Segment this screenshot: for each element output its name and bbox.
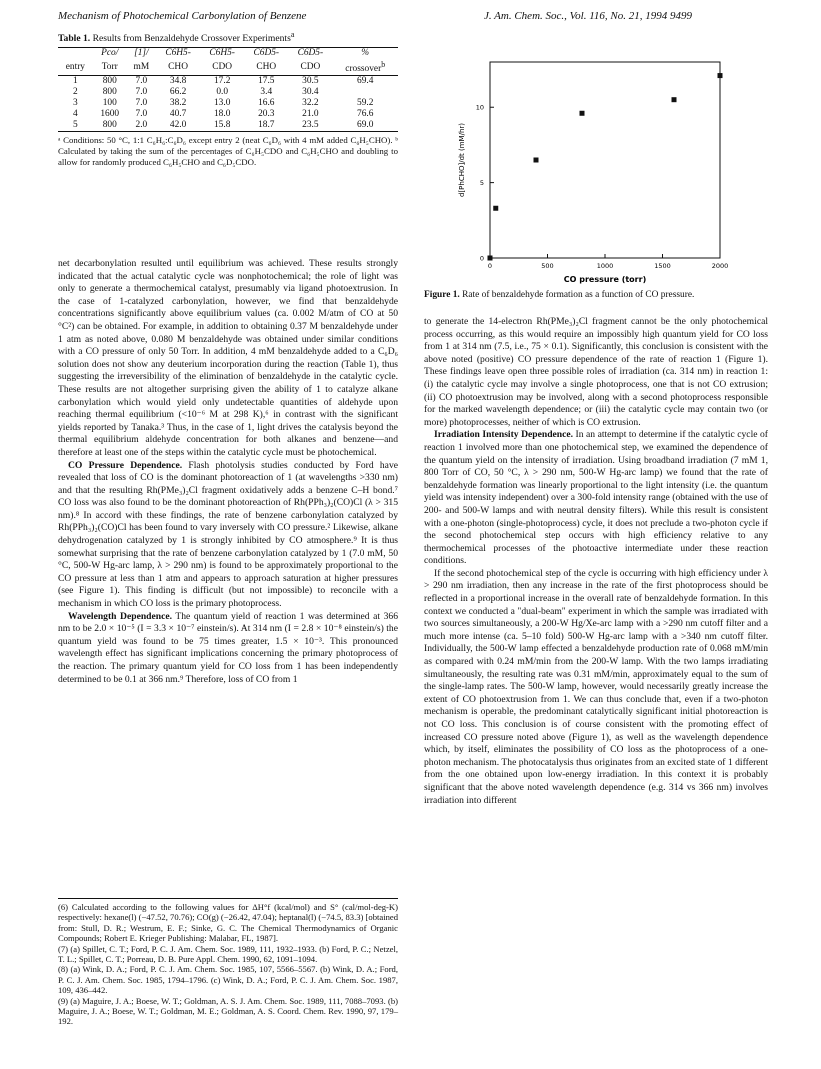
body-right-column	[424, 316, 768, 807]
paragraph	[58, 258, 398, 460]
table-label: Table 1.	[58, 33, 91, 45]
data-point	[493, 206, 498, 211]
table-header-cell: C6D5-	[297, 48, 324, 59]
paragraph-text: If the second photochemical step of the cycle is occurring with high efficiency under λ > 290 nm irradiation, then any increase in the rate of the first photoprocess should be reflected in a proportional increase in the overall rate of benzaldehyde formation. In this context we conducted a "dual-beam" experiment in which the sample was irradiated with two sources simultaneously, a 200-W Hg/Xe-arc lamp with a >290 nm cutoff filter and a much more intense (ca. 5–10 fold) 500-W Hg-arc lamp with a >340 nm cutoff filter. Individually, the 500-W lamp effected a benzaldehyde production rate of 0.068 mM/min as compared with 0.24 mM/min from the 200-W lamp. With the two lamps irradiating simultaneously, the resulting rate was 0.31 mM/min, approximately equal to the sum of the single-lamp rates. The 500-W lamp, however, would necessarily greatly increase the extent of CO photoextrusion from 1. We can thus conclude that, even if a two-photon mechanism is operable, the predominant catalytically significant initial photoreaction is not CO loss. This conclusion is of course consistent with the promoting effect of increased CO pressure noted above (Figure 1), as well as the wavelength dependence which, by itself, eliminates the possibility of CO loss as the photoprocess of a one-photon mechanism. The photocatalysis thus originates from an excited state of 1 different from the one obtained upon low-energy irradiation. In this context it is probably significant that the above noted wavelength dependence (e.g. 314 vs 366 nm) involves irradiation into different	[424, 567, 768, 806]
x-tick-label: 0	[487, 262, 493, 270]
table-header-text: crossover	[345, 64, 382, 75]
table-row	[58, 109, 398, 120]
table-cell: 21.0	[302, 109, 319, 120]
x-axis-label: CO pressure (torr)	[563, 275, 647, 284]
table-cell: 800	[102, 87, 117, 98]
table-cell: 1	[73, 76, 78, 87]
table-header-cell	[127, 59, 156, 76]
table-cell: 7.0	[135, 76, 148, 87]
figure-caption-label: Figure 1.	[424, 290, 460, 300]
references	[58, 898, 398, 1027]
table-cell: 17.5	[258, 76, 275, 87]
table-cell: 0.0	[216, 87, 229, 98]
data-point	[534, 158, 539, 163]
table-cell: 17.2	[213, 76, 231, 87]
table-cell: 3	[73, 98, 78, 109]
reference-item: (9) (a) Maguire, J. A.; Boese, W. T.; Goldman, A. S. J. Am. Chem. Soc. 1989, 111, 7088–7093. (b) Maguire, J. A.; Boese, W. T.; Goldman, M. E.; Goldman, A. S. Coord. Chem. Rev. 1990, 97, 179–192.	[58, 995, 398, 1027]
table-header-text: CHO	[168, 61, 188, 72]
table-cell: 40.7	[169, 109, 187, 120]
running-header-left: Mechanism of Photochemical Carbonylation of Benzene	[58, 10, 307, 22]
table-cell: 30.4	[302, 87, 319, 98]
figure-1	[424, 30, 774, 315]
paragraph	[58, 460, 398, 611]
reference-item: (7) (a) Spillet, C. T.; Ford, P. C. J. Am. Chem. Soc. 1989, 111, 1932–1933. (b) Ford, P. C.; Netzel, T. L.; Spillet, C. T.; Porreau, D. B. Pure Appl. Chem. 1990, 62, 1091–1094.	[58, 943, 398, 965]
paragraph-text: In an attempt to determine if the catalytic cycle of reaction 1 involved more than one photochemical step, we examined the dependence of the quantum yield on the intensity of irradiation. Using broadband irradiation (7 mM 1, 800 Torr of CO, 50 °C, λ > 290 nm, 500-W Hg-arc lamp) we found that the rate of benzaldehyde formation was linearly proportional to the light intensity (i.e. the quantum yield was intensity independent) over a 300-fold intensity range (obtained with the use of 200- and 500-W lamps and with neutral density filters). While this result is consistent with a one-photon (single-photoprocess) cycle, it does not preclude a two-photon cycle if the second photochemical step occurs with high efficiency relative to any thermochemical processes of the photoactive intermediate under these reaction conditions.	[424, 429, 768, 567]
paragraph-text: The quantum yield of reaction 1 was determined at 366 nm to be 2.0 × 10⁻⁵ (I = 3.3 × 10⁻⁷ einstein/s). At 314 nm (I = 2.8 × 10⁻⁸ einstein/s) the quantum yield was found to be 75 times greater, 1.5 × 10⁻³. This pronounced wavelength effect has significant implications concerning the primary photoprocess of the reaction. The primary quantum yield for CO loss from 1 has been independently determined to be 0.1 at 366 nm.⁹ Therefore, loss of CO from 1	[58, 610, 398, 685]
table-header-text: entry	[65, 61, 85, 72]
paragraph-text: Flash photolysis studies conducted by Ford have revealed that loss of CO is the dominant photoreaction of 1 (at wavelengths >330 nm) and that the resulting Rh(PMe₃)₂Cl fragment oxidatively adds a benzene C–H bond.⁷ CO loss was also found to be the dominant photoreaction of Rh(PPh₃)₂(CO)Cl (λ > 315 nm).⁸ In accord with these findings, the rate of benzene carbonylation catalyzed by Rh(PPh₃)₂(CO)Cl has been found to vary inversely with CO pressure.² Likewise, alkane dehydrogenation catalyzed by 1 is strongly inhibited by CO atmosphere.⁹ It is thus somewhat surprising that the rate of benzene carbonylation catalyzed by 1 (7.0 mM, 50 °C, 500-W Hg-arc lamp, λ > 290 nm) is found to be approximately proportional to the CO pressure at less than 1 atm and appears to approach saturation at higher pressures (see Figure 1). This finding is difficult (but not impossible) to reconcile with a mechanism in which CO loss is the primary photoprocess.	[58, 459, 398, 610]
data-point	[580, 111, 585, 116]
crossover-table	[58, 47, 398, 132]
table-cell: 42.0	[169, 120, 187, 131]
paragraph	[424, 429, 768, 568]
table-header-cell	[200, 59, 244, 76]
table-cell: 1600	[100, 109, 120, 120]
table-cell: 32.2	[302, 98, 319, 109]
table-cell: 18.7	[258, 120, 275, 131]
table-title-text: Results from Benzaldehyde Crossover Experiments	[92, 33, 291, 45]
table-header-cell	[244, 59, 288, 76]
table-title-sup: a	[290, 30, 295, 39]
table-cell: 69.4	[357, 76, 374, 87]
y-tick-label: 5	[479, 179, 484, 188]
table-cell: 15.8	[213, 120, 231, 131]
table-row	[58, 120, 398, 132]
data-point	[488, 256, 493, 261]
table-cell: 4	[73, 109, 78, 120]
table-cell: 34.8	[169, 76, 187, 87]
scatter-chart	[424, 30, 774, 285]
data-point	[718, 73, 723, 78]
table-header-text: CDO	[300, 61, 321, 72]
x-tick-label: 1000	[596, 262, 614, 270]
y-axis-label: d[PhCHO]/dt (mM/hr)	[458, 123, 466, 197]
table-cell: 38.2	[169, 98, 187, 109]
table-header-cell	[332, 59, 398, 76]
table-title	[58, 30, 398, 44]
table-header-cell	[156, 59, 200, 76]
paragraph	[424, 316, 768, 429]
section-lead: Wavelength Dependence.	[68, 610, 173, 622]
paragraph	[58, 611, 398, 687]
table-header-cell: [1]/	[134, 48, 149, 59]
table-header-cell: %	[361, 48, 370, 59]
table-1	[58, 30, 398, 168]
figure-caption-text: Rate of benzaldehyde formation as a function of CO pressure.	[462, 290, 695, 300]
table-row	[58, 76, 398, 88]
x-tick-label: 2000	[711, 262, 729, 270]
table-header-cell	[288, 59, 332, 76]
table-row	[58, 98, 398, 109]
table-cell: 7.0	[135, 87, 148, 98]
table-cell: 5	[73, 120, 78, 131]
table-header-sup: b	[381, 60, 386, 70]
y-tick-label: 10	[475, 103, 484, 112]
table-cell: 100	[102, 98, 117, 109]
table-cell: 16.6	[258, 98, 275, 109]
table-cell: 2	[73, 87, 78, 98]
paragraph-text: to generate the 14-electron Rh(PMe₃)₂Cl fragment cannot be the only photochemical process occurring, as this would require an impossibly high quantum yield for CO loss from 1 at 314 nm (7.5, i.e., 75 × 0.1). Significantly, this conclusion is consistent with the above noted (positive) CO pressure dependence of the rate of reaction 1 (Figure 1). These findings leave open three possible roles of irradiation (ca. 314 nm) in reaction 1: (i) the catalytic cycle may involve a single photoprocess, one that is not CO extrusion; (ii) CO photoextrusion may be involved, along with a second photoprocess responsible for the marked wavelength dependence; or (iii) the catalytic cycle may contain two (or more) photoprocesses, neither of which is CO extrusion.	[424, 316, 768, 428]
data-point	[672, 97, 677, 102]
table-cell	[332, 87, 398, 98]
table-header-cell	[58, 48, 93, 60]
reference-item: (8) (a) Wink, D. A.; Ford, P. C. J. Am. Chem. Soc. 1985, 107, 5566–5567. (b) Wink, D. A.; Ford, P. C. J. Am. Chem. Soc. 1985, 1794–1796. (c) Wink, D. A.; Ford, P. C. J. Am. Chem. Soc. 1987, 109, 436–442.	[58, 964, 398, 996]
section-lead: CO Pressure Dependence.	[68, 459, 183, 471]
plot-frame	[490, 62, 720, 258]
table-header-cell	[58, 59, 93, 76]
paragraph-text: net decarbonylation resulted until equilibrium was achieved. These results strongly indicated that the actual catalytic cycle was nonphotochemical; the role of light was only to generate a thermochemical catalyst, presumably via ligand photoextrusion. In the case of 1-catalyzed carbonylation, however, we find that benzaldehyde concentrations significantly above equilibrium values (ca. 0.002 M/atm of CO at 50 °C²) can be obtained. For example, in addition to obtaining 0.37 M benzaldehyde under 1 atm as noted above, 0.080 M benzaldehyde was obtained under similar conditions with a CO pressure of only 50 Torr. In addition, 4 mM benzaldehyde added to a C₆D₆ solution does not show any deuterium incorporation during the reaction (Table 1), thus suggesting the irreversibility of the elimination of benzaldehyde in the catalytic cycle. These results are not altogether surprising given the ability of 1 to catalyze alkane carbonylation which would yield only undetectable quantities of aldehyde upon reaching thermal equilibrium (<10⁻⁶ M at 298 K),⁶ in contrast with the significant yields reported by Tanaka.³ Thus, in the case of 1, light drives the catalysis beyond the thermal equilibrium aldehyde concentration for both alkanes and benzene—and therefore at least one of the steps within the catalytic cycle must be photochemical.	[58, 258, 398, 458]
table-cell: 23.5	[302, 120, 319, 131]
y-tick-label: 0	[479, 254, 484, 263]
table-cell: 20.3	[258, 109, 275, 120]
paragraph	[424, 568, 768, 807]
table-header-cell: C6H5-	[165, 48, 191, 59]
table-cell: 66.2	[169, 87, 187, 98]
table-cell: 7.0	[135, 109, 148, 120]
table-header-text: CDO	[212, 61, 233, 72]
table-header-cell	[93, 59, 127, 76]
table-footnote: ᵃ Conditions: 50 °C, 1:1 C₆H₆:C₆D₆ except entry 2 (neat C₆D₆ with 4 mM added C₆H₅CHO). ᵇ Calculated by taking the sum of the percentages of C₆H₅CDO and C₆H₅CHO and doubling to allow for randomly produced C₆H₅CHO and C₆D₅CDO.	[58, 135, 398, 168]
table-header-cell: Pco/	[101, 48, 119, 59]
running-header-right: J. Am. Chem. Soc., Vol. 116, No. 21, 1994 9499	[484, 10, 692, 22]
table-header-cell: C6H5-	[209, 48, 235, 59]
table-header-text: CHO	[256, 61, 277, 72]
table-cell: 800	[102, 120, 117, 131]
section-lead: Irradiation Intensity Dependence.	[434, 429, 574, 441]
table-cell: 30.5	[302, 76, 319, 87]
table-row	[58, 87, 398, 98]
table-header-cell: C6D5-	[253, 48, 280, 59]
table-cell: 76.6	[357, 109, 374, 120]
body-left-column	[58, 258, 398, 686]
table-header-text: Torr	[101, 61, 118, 72]
table-cell: 800	[102, 76, 117, 87]
x-tick-label: 1500	[654, 262, 671, 270]
table-cell: 7.0	[135, 98, 148, 109]
x-tick-label: 500	[541, 262, 554, 270]
figure-caption	[424, 290, 694, 300]
reference-item: (6) Calculated according to the following values for ΔH°f (kcal/mol) and S° (cal/mol-deg-K) respectively: hexane(l) (−47.52, 70.76); CO(g) (−26.42, 47.04); heptanal(l) (−74.5, 83.3) [obtained from: Stull, D. R.; Westrum, E. F.; Sinke, G. C. The Chemical Thermodynamics of Organic Compounds; Robert E. Krieger Publishing: Malabar, FL, 1987].	[58, 902, 398, 944]
table-cell: 69.0	[357, 120, 374, 131]
table-cell: 13.0	[213, 98, 231, 109]
table-cell: 3.4	[260, 87, 273, 98]
table-cell: 18.0	[213, 109, 231, 120]
table-cell: 2.0	[135, 120, 148, 131]
table-cell: 59.2	[357, 98, 374, 109]
table-header-text: mM	[133, 61, 150, 72]
